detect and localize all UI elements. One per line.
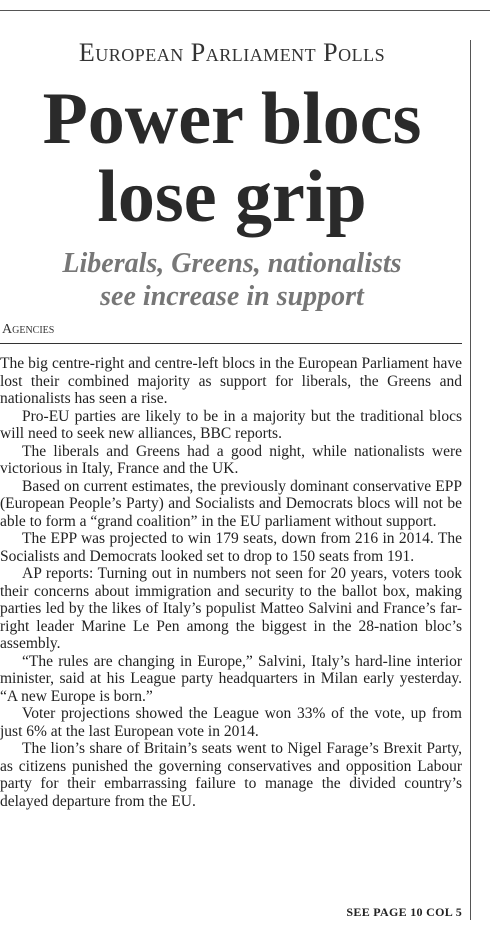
paragraph: AP reports: Turning out in numbers not seen for 20 years, voters took their concerns about immigration and security to the ballot box, making parties led by the likes of Italy’s populist Matteo Salvini and France’s far-right leader Marine Le Pen among the biggest in the 28-nation bloc’s assembly. xyxy=(0,565,462,652)
paragraph: The liberals and Greens had a good night, while nationalists were victorious in Italy, France and the UK. xyxy=(0,442,462,477)
deck xyxy=(0,247,464,313)
paragraph: “The rules are changing in Europe,” Salvini, Italy’s hard-line interior minister, said at his League party headquarters in Milan early yesterday. “A new Europe is born.” xyxy=(0,652,462,705)
deck-line-2: see increase in support xyxy=(100,281,364,312)
jump-line: SEE PAGE 10 COL 5 xyxy=(346,905,462,919)
paragraph: The EPP was projected to win 179 seats, down from 216 in 2014. The Socialists and Democrats looked set to drop to 150 seats from 191. xyxy=(0,530,462,565)
deck-line-1: Liberals, Greens, nationalists xyxy=(62,248,402,279)
paragraph: Pro-EU parties are likely to be in a majority but the traditional blocs will need to seek new alliances, BBC reports. xyxy=(0,407,462,442)
headline-line-1: Power blocs xyxy=(42,78,422,160)
column-rule xyxy=(470,40,471,920)
paragraph: The lion’s share of Britain’s seats went to Nigel Farage’s Brexit Party, as citizens punished the governing conservatives and opposition Labour party for their embarrassing failure to manage the divided country’s delayed departure from the EU. xyxy=(0,740,462,810)
paragraph: Based on current estimates, the previously dominant conservative EPP (European People’s Party) and Socialists and Democrats blocs will not be able to form a “grand coalition” in the EU parliament without support. xyxy=(0,477,462,530)
headline-line-2: lose grip xyxy=(97,156,367,238)
headline xyxy=(0,80,464,236)
kicker: European Parliament Polls xyxy=(78,38,386,67)
byline: Agencies xyxy=(2,322,55,337)
byline-rule xyxy=(0,343,462,344)
top-rule xyxy=(0,10,490,11)
paragraph: Voter projections showed the League won 33% of the vote, up from just 6% at the last European vote in 2014. xyxy=(0,705,462,740)
paragraph: The big centre-right and centre-left blocs in the European Parliament have lost their combined majority as support for liberals, the Greens and nationalists has seen a rise. xyxy=(0,355,462,407)
article-body xyxy=(0,355,462,810)
